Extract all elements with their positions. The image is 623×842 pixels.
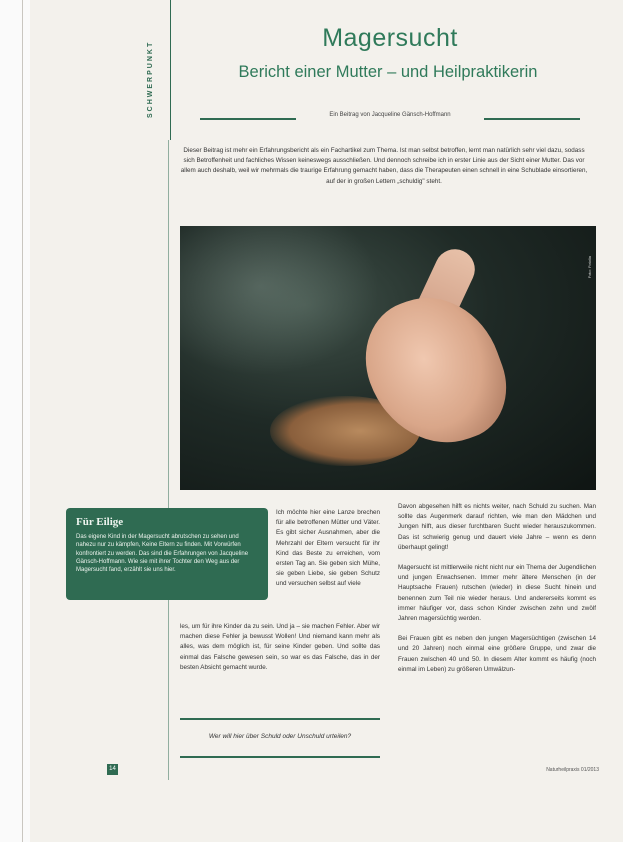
column-divider-line: [168, 140, 169, 780]
page-number: 14: [107, 764, 118, 775]
lead-paragraph: Dieser Beitrag ist mehr ein Erfahrungsbericht als ein Fachartikel zum Thema. Ist man selbst betroffen, lernt man natürlich sehr viel dazu, sodass sich Betroffenheit und fachliches Wissen keineswegs ausschließen. Und dennoch schreibe ich in erster Linie aus der Sicht einer Mutter. Das vor allem auch deshalb, weil wir mehrmals die traurige Erfahrung gemacht haben, dass die Therapeuten einen schnell in eine Schublade einsortieren, auf der in großen Lettern „schuldig" steht.: [180, 147, 588, 185]
water-highlight: [180, 226, 380, 376]
body-column-2: Ich möchte hier eine Lanze brechen für alle betroffenen Mütter und Väter. Es gibt sicher Ausnahmen, aber die Mehrzahl der Eltern versucht für ihr Kind das Beste zu erreichen, vom ersten Tag an. Sie geben sich Mühe, sie geben Liebe, sie geben Schutz und versuchen selbst auf viele: [276, 509, 380, 588]
photo-credit: Foto: Fotolia: [587, 256, 592, 279]
pullquote-rule-top: [180, 718, 380, 720]
page-edge-line: [22, 0, 23, 842]
body-column-1-bottom: les, um für ihre Kinder da zu sein. Und ja – sie machen Fehler. Aber wir machen diese Fehler ja bewusst Wollen! Und niemand kann mehr als alles, was dem möglich ist, für seine Kinder geben. Und sollte das einmal das Falsche gewesen sein, so war es das Falsche, das in der besten Absicht gemacht wurde.: [180, 623, 380, 671]
summary-box-title: Für Eilige: [76, 516, 124, 528]
byline-row: [200, 112, 580, 124]
body-paragraph: Davon abgesehen hilft es nichts weiter, nach Schuld zu suchen. Man sollte das Augenmerk darauf richten, wie man den Mädchen und Jungen hilft, aus dieser furchtbaren Sucht wieder herauszukommen. Das ist schwierig genug und dauert viele Jahre – wenn es denn überhaupt gelingt!: [398, 503, 596, 551]
byline: Ein Beitrag von Jacqueline Gänsch-Hoffmann: [329, 112, 451, 118]
body-paragraph: Magersucht ist mittlerweile nicht nicht nur ein Thema der Jugendlichen und jungen Erwachsenen. Immer mehr ältere Menschen (in der Hauptsache Frauen) rutschen (wieder) in diese Sucht hinein und benennen zum Teil nie wieder heraus. Und andererseits kommt es immer häufiger vor, dass schon Kinder zwischen zehn und zwölf Jahren magersüchtig werden.: [398, 564, 596, 623]
body-column-3: [398, 502, 596, 685]
summary-box: [66, 508, 268, 600]
pullquote-rule-bottom: [180, 756, 380, 758]
article-title: Magersucht: [322, 24, 458, 52]
summary-box-text: Das eigene Kind in der Magersucht abrutschen zu sehen und nahezu nur zu kämpfen, Keine Eltern zu finden. Mit Vorwürfen konfrontiert zu werden. Das sind die Erfahrungen von Jacqueline Gänsch-Hoffmann. Wie sie mit ihrer Tochter den Weg aus der Magersucht fand, erzählt sie uns hier.: [76, 534, 249, 574]
page-edge: [0, 0, 30, 842]
pull-quote: Wer will hier über Schuld oder Unschuld urteilen?: [208, 733, 352, 740]
section-label: SCHWERPUNKT: [147, 40, 154, 118]
byline-rule-left: [200, 118, 296, 120]
section-divider-line: [170, 0, 171, 140]
article-subtitle: Bericht einer Mutter – und Heilpraktikerin: [238, 63, 538, 81]
body-paragraph: Bei Frauen gibt es neben den jungen Magersüchtigen (zwischen 14 und 20 Jahren) noch einmal eine größere Gruppe, und zwar die Frauen zwischen 40 und 50. In diesem Alter kommt es häufig (noch einmal im Leben) zu größeren Umwälzun-: [398, 635, 596, 673]
article-photo: [180, 226, 596, 490]
byline-rule-right: [484, 118, 580, 120]
footer-source: Naturheilpraxis 01/2013: [546, 767, 599, 773]
